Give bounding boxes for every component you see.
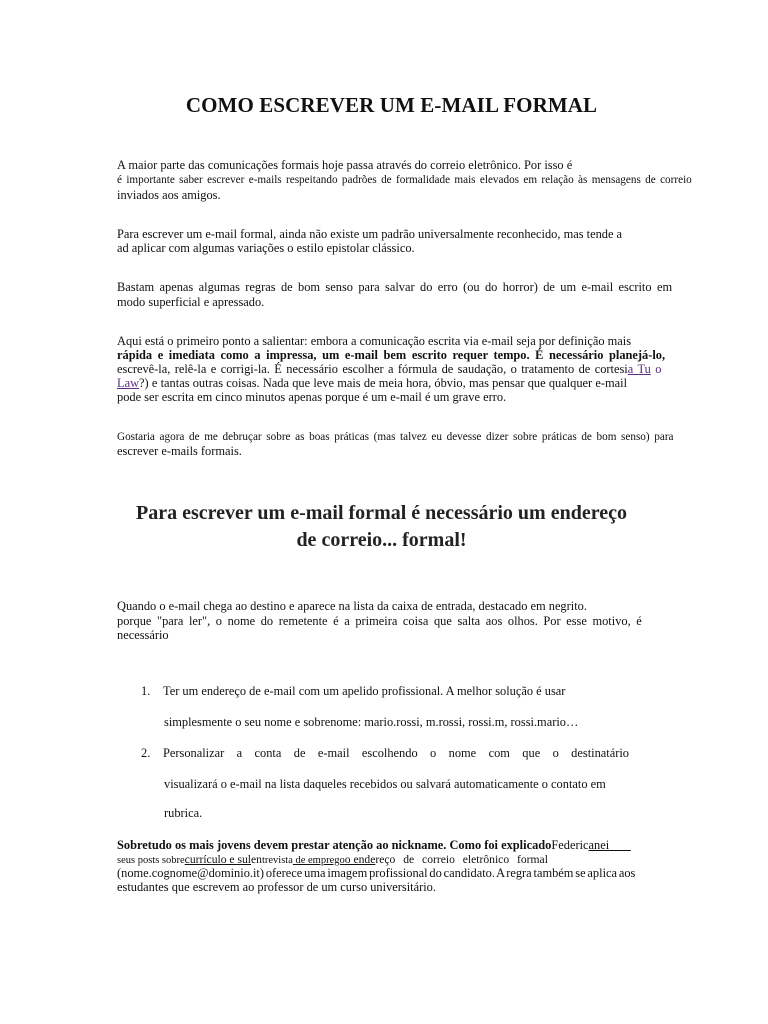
paragraph-standard-line-2: ad aplicar com algumas variações o estilo epistolar clássico. — [117, 241, 415, 255]
section-heading-line-1: Para escrever um e-mail formal é necessário um endereço — [136, 502, 627, 524]
paragraph-intro-line-1: A maior parte das comunicações formais hoje passa através do correio eletrônico. Por isso é — [117, 158, 573, 172]
paragraph-inbox-line-1: Quando o e-mail chega ao destino e aparece na lista da caixa de entrada, destacado em negrito. — [117, 599, 587, 613]
paragraph-first-point-line-5: pode ser escrita em cinco minutos apenas porque é um e-mail é um grave erro. — [117, 390, 507, 404]
list-item-1-number: 1. — [141, 684, 151, 698]
list-item-2-line-2: visualizará o e-mail na lista daqueles recebidos ou salvará automaticamente o contato em — [164, 777, 606, 791]
paragraph-intro-line-2: é importante saber escrever e-mails respeitando padrões de formalidade mais elevados em relação às mensagens de correio — [117, 174, 692, 186]
job-link[interactable]: de emprego — [292, 855, 345, 866]
paragraph-practices-line-1: Gostaria agora de me debruçar sobre as boas práticas (mas talvez eu devesse dizer sobre práticas de bom senso) para — [117, 431, 674, 443]
paragraph-nickname-line-1 — [117, 838, 631, 853]
list-item-2-line-3: rubrica. — [164, 806, 203, 820]
nickname-bold-text: Sobretudo os mais jovens devem prestar atenção ao nickname. Como foi explicado — [117, 838, 552, 852]
list-item-1-line-1: Ter um endereço de e-mail com um apelido profissional. A melhor solução é usar — [163, 684, 566, 698]
list-item-2-number: 2. — [141, 746, 151, 760]
paragraph-nickname-line-4: estudantes que escrevem ao professor de um curso universitário. — [117, 880, 436, 894]
paragraph-rules-line-1: Bastam apenas algumas regras de bom senso para salvar do erro (ou do horror) de um e-mail escrito em — [117, 280, 673, 294]
law-link[interactable]: Law — [117, 376, 140, 390]
curriculum-link[interactable]: currículo e sul — [184, 853, 251, 866]
paragraph-first-point-line-2: rápida e imediata como a impressa, um e-mail bem escrito requer tempo. É necessário planejá-lo, — [117, 348, 666, 362]
section-heading-line-2: de correio... formal! — [296, 529, 467, 551]
paragraph-first-point-text-b: o — [650, 362, 662, 376]
tu-link[interactable]: a Tu — [627, 362, 651, 376]
paragraph-inbox-line-3: necessário — [117, 628, 169, 642]
paragraph-rules-line-2: modo superficial e apressado. — [117, 295, 265, 309]
paragraph-first-point-line-3 — [117, 362, 661, 377]
paragraph-nickname-line-3: (nome.cognome@dominio.it) oferece uma imagem profissional do candidato. A regra também se aplica aos — [117, 866, 636, 880]
author-name-underlined: anei — [588, 838, 631, 852]
paragraph-inbox-line-2: porque "para ler", o nome do remetente é a primeira coisa que salta aos olhos. Por esse motivo, é — [117, 614, 642, 628]
paragraph-intro-line-3: inviados aos amigos. — [117, 188, 221, 202]
paragraph-first-point-text-a: escrevê-la, relê-la e corrigi-la. É necessário escolher a fórmula de saudação, o tratamento de cortesi — [117, 362, 628, 376]
list-item-2-line-1: Personalizar a conta de e-mail escolhendo o nome com que o destinatário — [163, 746, 629, 760]
address-link[interactable]: o ende — [344, 853, 376, 866]
author-name: Federic — [551, 838, 589, 852]
interview-text: trevista — [261, 855, 293, 866]
paragraph-first-point-text-c: ?) e tantas outras coisas. Nada que leve mais de meia hora, óbvio, mas pensar que qualquer e-mail — [139, 376, 628, 390]
document-title: COMO ESCREVER UM E-MAIL FORMAL — [185, 93, 598, 117]
section-heading — [0, 500, 763, 554]
interview-prefix: en — [251, 853, 262, 866]
list-item-1-line-2: simplesmente o seu nome e sobrenome: mario.rossi, m.rossi, rossi.m, rossi.mario… — [164, 715, 579, 729]
formal-address-text: reço de correio eletrônico formal — [375, 853, 548, 866]
posts-text: seus posts sobre — [117, 855, 185, 866]
paragraph-first-point-line-1: Aqui está o primeiro ponto a salientar: embora a comunicação escrita via e-mail seja por definição mais — [117, 334, 632, 348]
paragraph-practices-line-2: escrever e-mails formais. — [117, 444, 242, 458]
paragraph-standard-line-1: Para escrever um e-mail formal, ainda não existe um padrão universalmente reconhecido, mas tende a — [117, 227, 623, 241]
paragraph-first-point-line-4 — [117, 376, 627, 391]
